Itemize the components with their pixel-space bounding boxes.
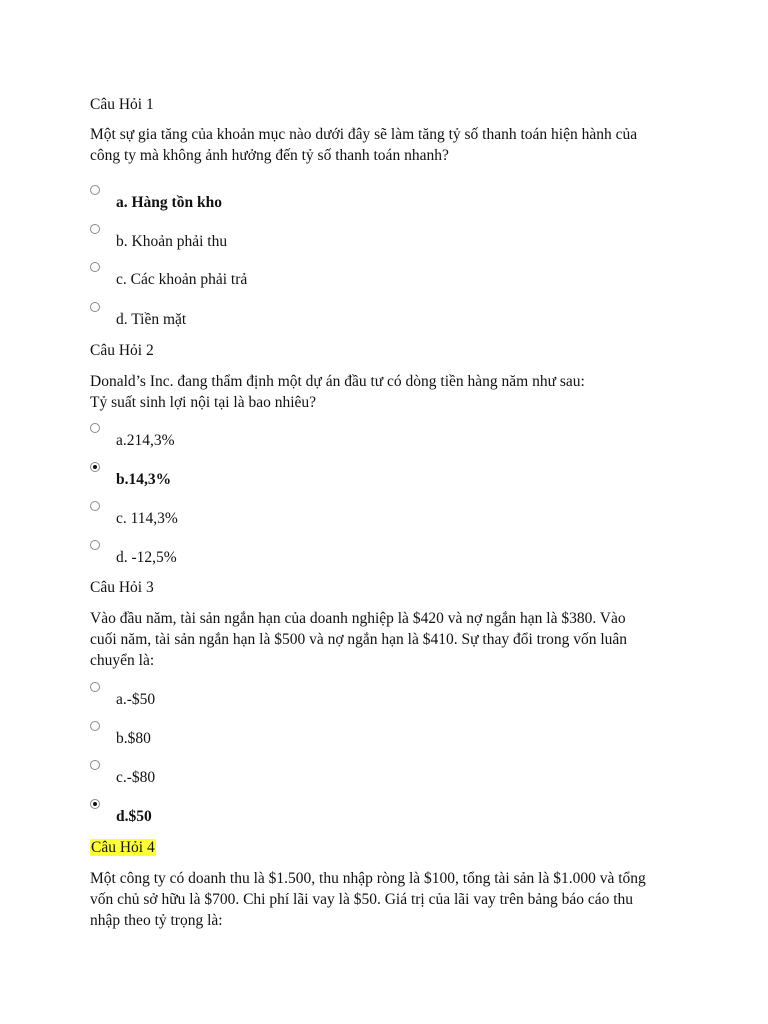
radio-button-selected[interactable] bbox=[90, 799, 100, 809]
question-2-text-line-1: Donald’s Inc. đang thẩm định một dự án đầu tư có dòng tiền hàng năm như sau: bbox=[90, 373, 585, 390]
radio-button-selected[interactable] bbox=[90, 462, 100, 472]
option-label: d. Tiền mặt bbox=[116, 311, 187, 328]
question-4-text-line-3: nhập theo tỷ trọng là: bbox=[90, 912, 223, 929]
question-3-text-line-1: Vào đầu năm, tài sản ngắn hạn của doanh nghiệp là $420 và nợ ngắn hạn là $380. Vào bbox=[90, 610, 626, 627]
option-label: b.$80 bbox=[116, 730, 151, 747]
question-4-title bbox=[90, 837, 156, 858]
radio-button[interactable] bbox=[90, 721, 100, 731]
question-2-text-line-2: Tỷ suất sinh lợi nội tại là bao nhiêu? bbox=[90, 394, 317, 411]
option-label: c. Các khoản phải trả bbox=[116, 271, 248, 288]
option-label: a. Hàng tồn kho bbox=[116, 194, 222, 211]
question-1-text-line-2: công ty mà không ảnh hưởng đến tỷ số thanh toán nhanh? bbox=[90, 147, 449, 164]
question-4-text-line-2: vốn chủ sở hữu là $700. Chi phí lãi vay là $50. Giá trị của lãi vay trên bảng báo cáo thu bbox=[90, 891, 634, 908]
radio-button[interactable] bbox=[90, 540, 100, 550]
option-label: b. Khoản phải thu bbox=[116, 233, 228, 250]
radio-button[interactable] bbox=[90, 262, 100, 272]
option-label: a.-$50 bbox=[116, 691, 156, 708]
radio-button[interactable] bbox=[90, 423, 100, 433]
question-4-text-line-1: Một công ty có doanh thu là $1.500, thu nhập ròng là $100, tổng tài sản là $1.000 và tổng bbox=[90, 870, 646, 887]
question-3-text-line-3: chuyển là: bbox=[90, 652, 155, 669]
question-1-text-line-1: Một sự gia tăng của khoản mục nào dưới đây sẽ làm tăng tỷ số thanh toán hiện hành của bbox=[90, 126, 638, 143]
option-label: d.$50 bbox=[116, 808, 152, 825]
question-1-title-text: Câu Hỏi 1 bbox=[90, 96, 154, 113]
option-label: b.14,3% bbox=[116, 471, 172, 488]
question-2-title-text: Câu Hỏi 2 bbox=[90, 342, 154, 359]
radio-button[interactable] bbox=[90, 760, 100, 770]
question-2-title bbox=[90, 340, 154, 361]
radio-button[interactable] bbox=[90, 185, 100, 195]
question-4-title-highlight: Câu Hỏi 4 bbox=[91, 839, 155, 856]
question-3-text bbox=[90, 608, 690, 671]
option-label: c. 114,3% bbox=[116, 510, 178, 527]
question-1-title bbox=[90, 94, 154, 115]
question-3-title-text: Câu Hỏi 3 bbox=[90, 579, 154, 596]
radio-button[interactable] bbox=[90, 501, 100, 511]
option-label: a.214,3% bbox=[116, 432, 175, 449]
radio-button[interactable] bbox=[90, 682, 100, 692]
option-label: d. -12,5% bbox=[116, 549, 177, 566]
radio-button[interactable] bbox=[90, 224, 100, 234]
option-label: c.-$80 bbox=[116, 769, 156, 786]
question-2-text bbox=[90, 371, 690, 413]
question-3-title bbox=[90, 577, 154, 598]
question-3-text-line-2: cuối năm, tài sản ngắn hạn là $500 và nợ ngắn hạn là $410. Sự thay đổi trong vốn luân bbox=[90, 631, 628, 648]
radio-button[interactable] bbox=[90, 302, 100, 312]
question-1-text bbox=[90, 124, 690, 166]
question-4-text bbox=[90, 868, 690, 931]
